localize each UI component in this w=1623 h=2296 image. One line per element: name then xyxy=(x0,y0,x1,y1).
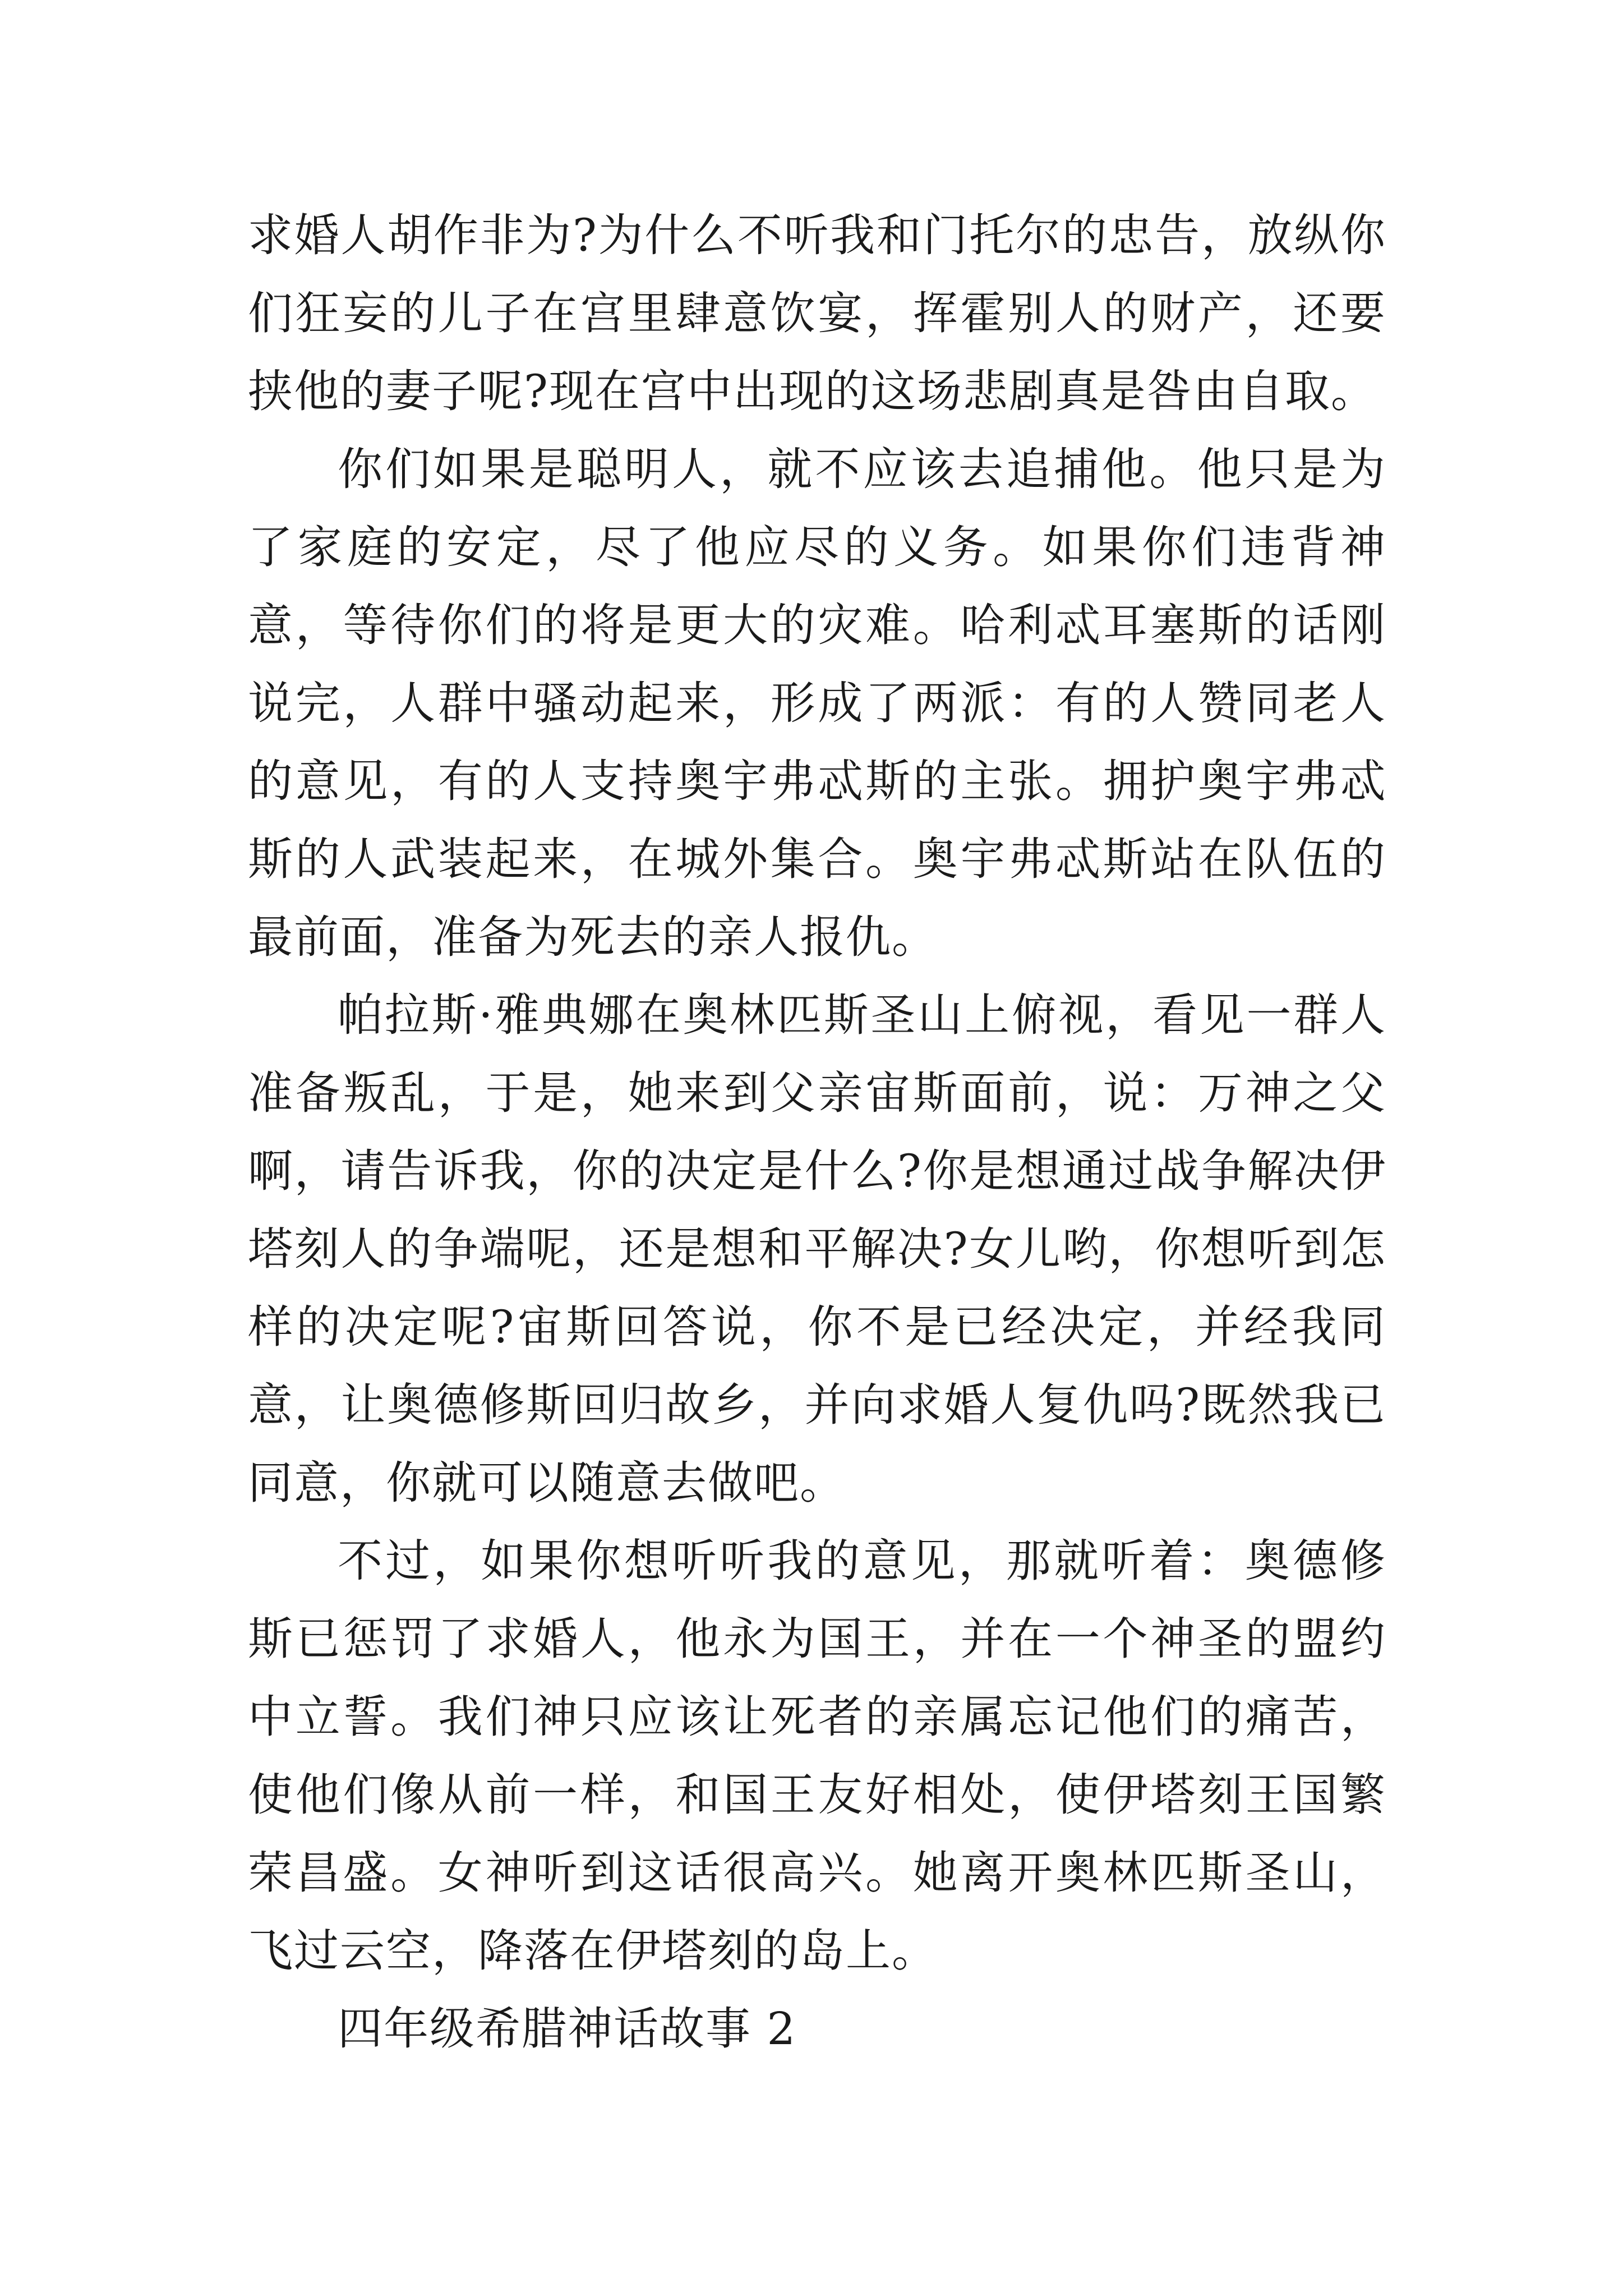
section-heading: 四年级希腊神话故事 2 xyxy=(338,2003,797,2055)
paragraph-3: 帕拉斯·雅典娜在奥林匹斯圣山上俯视，看见一群人准备叛乱，于是，她来到父亲宙斯面前，说：万神之父啊，请告诉我，你的决定是什么?你是想通过战争解决伊塔刻人的争端呢，还是想和平解决?女儿哟，你想听到怎样的决定呢?宙斯回答说，你不是已经决定，并经我同意，让奥德修斯回归故乡，并向求婚人复仇吗?既然我已同意，你就可以随意去做吧。 xyxy=(248,989,1386,1509)
paragraph-2: 你们如果是聪明人，就不应该去追捕他。他只是为了家庭的安定，尽了他应尽的义务。如果你们违背神意，等待你们的将是更大的灾难。哈利忒耳塞斯的话刚说完，人群中骚动起来，形成了两派：有的人赞同老人的意见，有的人支持奥宇弗忒斯的主张。拥护奥宇弗忒斯的人武装起来，在城外集合。奥宇弗忒斯站在队伍的最前面，准备为死去的亲人报仇。 xyxy=(248,443,1386,963)
document-body xyxy=(248,196,1386,2068)
paragraph-4: 不过，如果你想听听我的意见，那就听着：奥德修斯已惩罚了求婚人，他永为国王，并在一个神圣的盟约中立誓。我们神只应该让死者的亲属忘记他们的痛苦，使他们像从前一样，和国王友好相处，使伊塔刻王国繁荣昌盛。女神听到这话很高兴。她离开奥林匹斯圣山，飞过云空，降落在伊塔刻的岛上。 xyxy=(248,1535,1386,1977)
paragraph-1: 求婚人胡作非为?为什么不听我和门托尔的忠告，放纵你们狂妄的儿子在宫里肆意饮宴，挥霍别人的财产，还要挟他的妻子呢?现在宫中出现的这场悲剧真是咎由自取。 xyxy=(248,209,1386,417)
